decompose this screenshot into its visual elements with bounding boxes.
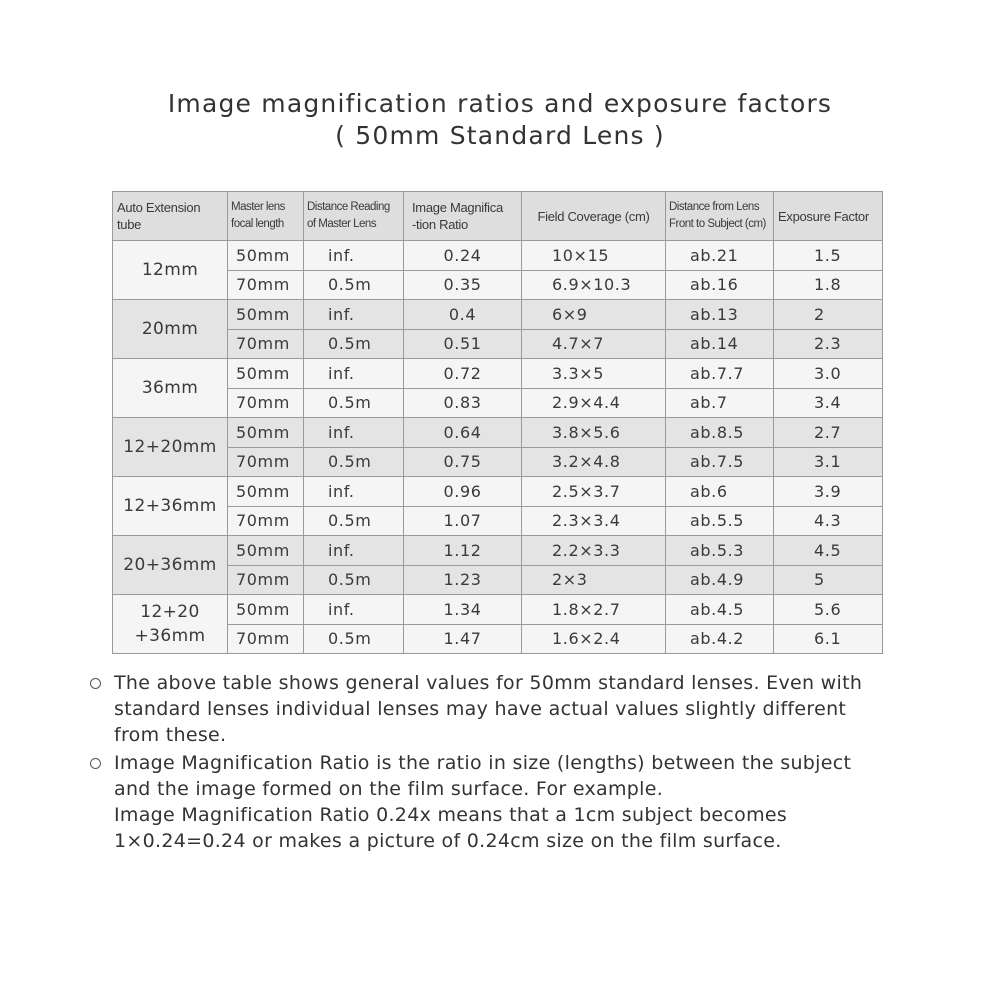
subject-cell: ab.4.5 <box>666 595 774 625</box>
table-row <box>113 388 883 418</box>
header-distance-reading: Distance Reading of Master Lens <box>304 192 404 241</box>
distance-cell: 0.5m <box>304 388 404 418</box>
header-field-coverage: Field Coverage (cm) <box>522 192 666 241</box>
distance-cell: inf. <box>304 241 404 271</box>
distance-cell: inf. <box>304 477 404 507</box>
field-cell: 3.8×5.6 <box>522 418 666 448</box>
table-row <box>113 300 883 330</box>
field-cell: 4.7×7 <box>522 329 666 359</box>
note-item <box>88 670 888 748</box>
table-row <box>113 329 883 359</box>
ratio-cell: 0.75 <box>404 447 522 477</box>
subject-cell: ab.21 <box>666 241 774 271</box>
exposure-cell: 4.3 <box>774 506 883 536</box>
notes <box>88 670 888 856</box>
subject-cell: ab.4.9 <box>666 565 774 595</box>
exposure-cell: 6.1 <box>774 624 883 654</box>
distance-cell: 0.5m <box>304 506 404 536</box>
circle-bullet-icon <box>90 758 101 769</box>
distance-cell: inf. <box>304 359 404 389</box>
exposure-cell: 1.8 <box>774 270 883 300</box>
distance-cell: inf. <box>304 418 404 448</box>
field-cell: 6×9 <box>522 300 666 330</box>
header-subject-distance: Distance from Lens Front to Subject (cm) <box>666 192 774 241</box>
ratio-cell: 0.35 <box>404 270 522 300</box>
table-row <box>113 359 883 389</box>
header-exposure-factor: Exposure Factor <box>774 192 883 241</box>
ratio-cell: 1.23 <box>404 565 522 595</box>
field-cell: 2.3×3.4 <box>522 506 666 536</box>
subject-cell: ab.13 <box>666 300 774 330</box>
focal-cell: 70mm <box>228 624 304 654</box>
subject-cell: ab.7 <box>666 388 774 418</box>
note-line: 1×0.24=0.24 or makes a picture of 0.24cm size on the film surface. <box>114 830 782 852</box>
field-cell: 2.2×3.3 <box>522 536 666 566</box>
distance-cell: 0.5m <box>304 447 404 477</box>
tube-cell: 12+36mm <box>113 477 228 536</box>
table-header-row <box>113 192 883 241</box>
focal-cell: 70mm <box>228 329 304 359</box>
table-row <box>113 447 883 477</box>
tube-line: 12+20 <box>140 602 200 622</box>
tube-cell: 20+36mm <box>113 536 228 595</box>
header-magnification-ratio: Image Magnifica -tion Ratio <box>404 192 522 241</box>
note-line: The above table shows general values for 50mm standard lenses. Even with <box>114 672 863 694</box>
ratio-cell: 0.96 <box>404 477 522 507</box>
ratio-cell: 1.07 <box>404 506 522 536</box>
ratio-cell: 0.83 <box>404 388 522 418</box>
focal-cell: 50mm <box>228 359 304 389</box>
note-line: Image Magnification Ratio is the ratio in size (lengths) between the subject <box>114 752 852 774</box>
distance-cell: inf. <box>304 300 404 330</box>
distance-cell: 0.5m <box>304 329 404 359</box>
subject-cell: ab.16 <box>666 270 774 300</box>
focal-cell: 50mm <box>228 595 304 625</box>
focal-cell: 50mm <box>228 536 304 566</box>
table-row <box>113 418 883 448</box>
exposure-cell: 5 <box>774 565 883 595</box>
tube-line: +36mm <box>134 626 206 646</box>
exposure-cell: 3.0 <box>774 359 883 389</box>
subject-cell: ab.5.3 <box>666 536 774 566</box>
tube-cell: 20mm <box>113 300 228 359</box>
focal-cell: 50mm <box>228 477 304 507</box>
field-cell: 1.8×2.7 <box>522 595 666 625</box>
focal-cell: 50mm <box>228 300 304 330</box>
note-item <box>88 750 888 854</box>
ratio-cell: 1.12 <box>404 536 522 566</box>
distance-cell: inf. <box>304 536 404 566</box>
tube-cell: 12+20mm <box>113 418 228 477</box>
ratio-cell: 1.34 <box>404 595 522 625</box>
note-line: and the image formed on the film surface. For example. <box>114 778 664 800</box>
ratio-cell: 1.47 <box>404 624 522 654</box>
focal-cell: 50mm <box>228 241 304 271</box>
focal-cell: 70mm <box>228 447 304 477</box>
exposure-cell: 2.3 <box>774 329 883 359</box>
subject-cell: ab.5.5 <box>666 506 774 536</box>
exposure-cell: 4.5 <box>774 536 883 566</box>
focal-cell: 70mm <box>228 270 304 300</box>
note-line: Image Magnification Ratio 0.24x means that a 1cm subject becomes <box>114 804 788 826</box>
subject-cell: ab.6 <box>666 477 774 507</box>
focal-cell: 70mm <box>228 565 304 595</box>
field-cell: 2×3 <box>522 565 666 595</box>
focal-cell: 70mm <box>228 506 304 536</box>
subject-cell: ab.7.7 <box>666 359 774 389</box>
subject-cell: ab.14 <box>666 329 774 359</box>
ratio-cell: 0.51 <box>404 329 522 359</box>
ratio-cell: 0.72 <box>404 359 522 389</box>
exposure-cell: 3.4 <box>774 388 883 418</box>
exposure-cell: 2.7 <box>774 418 883 448</box>
note-line: from these. <box>114 724 227 746</box>
tube-cell: 12mm <box>113 241 228 300</box>
focal-cell: 70mm <box>228 388 304 418</box>
exposure-cell: 1.5 <box>774 241 883 271</box>
subject-cell: ab.4.2 <box>666 624 774 654</box>
field-cell: 2.5×3.7 <box>522 477 666 507</box>
distance-cell: 0.5m <box>304 270 404 300</box>
header-tube: Auto Extension tube <box>113 192 228 241</box>
subject-cell: ab.8.5 <box>666 418 774 448</box>
ratio-cell: 0.64 <box>404 418 522 448</box>
tube-cell <box>113 595 228 654</box>
circle-bullet-icon <box>90 678 101 689</box>
table-row <box>113 506 883 536</box>
note-line: standard lenses individual lenses may have actual values slightly different <box>114 698 847 720</box>
table-row <box>113 477 883 507</box>
ratio-cell: 0.4 <box>404 300 522 330</box>
table-row <box>113 241 883 271</box>
distance-cell: inf. <box>304 595 404 625</box>
field-cell: 10×15 <box>522 241 666 271</box>
magnification-table <box>112 191 883 654</box>
exposure-cell: 5.6 <box>774 595 883 625</box>
field-cell: 1.6×2.4 <box>522 624 666 654</box>
field-cell: 6.9×10.3 <box>522 270 666 300</box>
exposure-cell: 3.1 <box>774 447 883 477</box>
tube-cell: 36mm <box>113 359 228 418</box>
field-cell: 2.9×4.4 <box>522 388 666 418</box>
header-focal-length: Master lens focal length <box>228 192 304 241</box>
field-cell: 3.2×4.8 <box>522 447 666 477</box>
table-row <box>113 595 883 625</box>
distance-cell: 0.5m <box>304 624 404 654</box>
focal-cell: 50mm <box>228 418 304 448</box>
title-line-2: ( 50mm Standard Lens ) <box>335 121 665 150</box>
ratio-cell: 0.24 <box>404 241 522 271</box>
exposure-cell: 2 <box>774 300 883 330</box>
subject-cell: ab.7.5 <box>666 447 774 477</box>
distance-cell: 0.5m <box>304 565 404 595</box>
table-row <box>113 624 883 654</box>
field-cell: 3.3×5 <box>522 359 666 389</box>
page-title <box>0 88 1000 152</box>
title-line-1: Image magnification ratios and exposure factors <box>167 89 833 118</box>
table-row <box>113 270 883 300</box>
exposure-cell: 3.9 <box>774 477 883 507</box>
table-row <box>113 536 883 566</box>
table-row <box>113 565 883 595</box>
